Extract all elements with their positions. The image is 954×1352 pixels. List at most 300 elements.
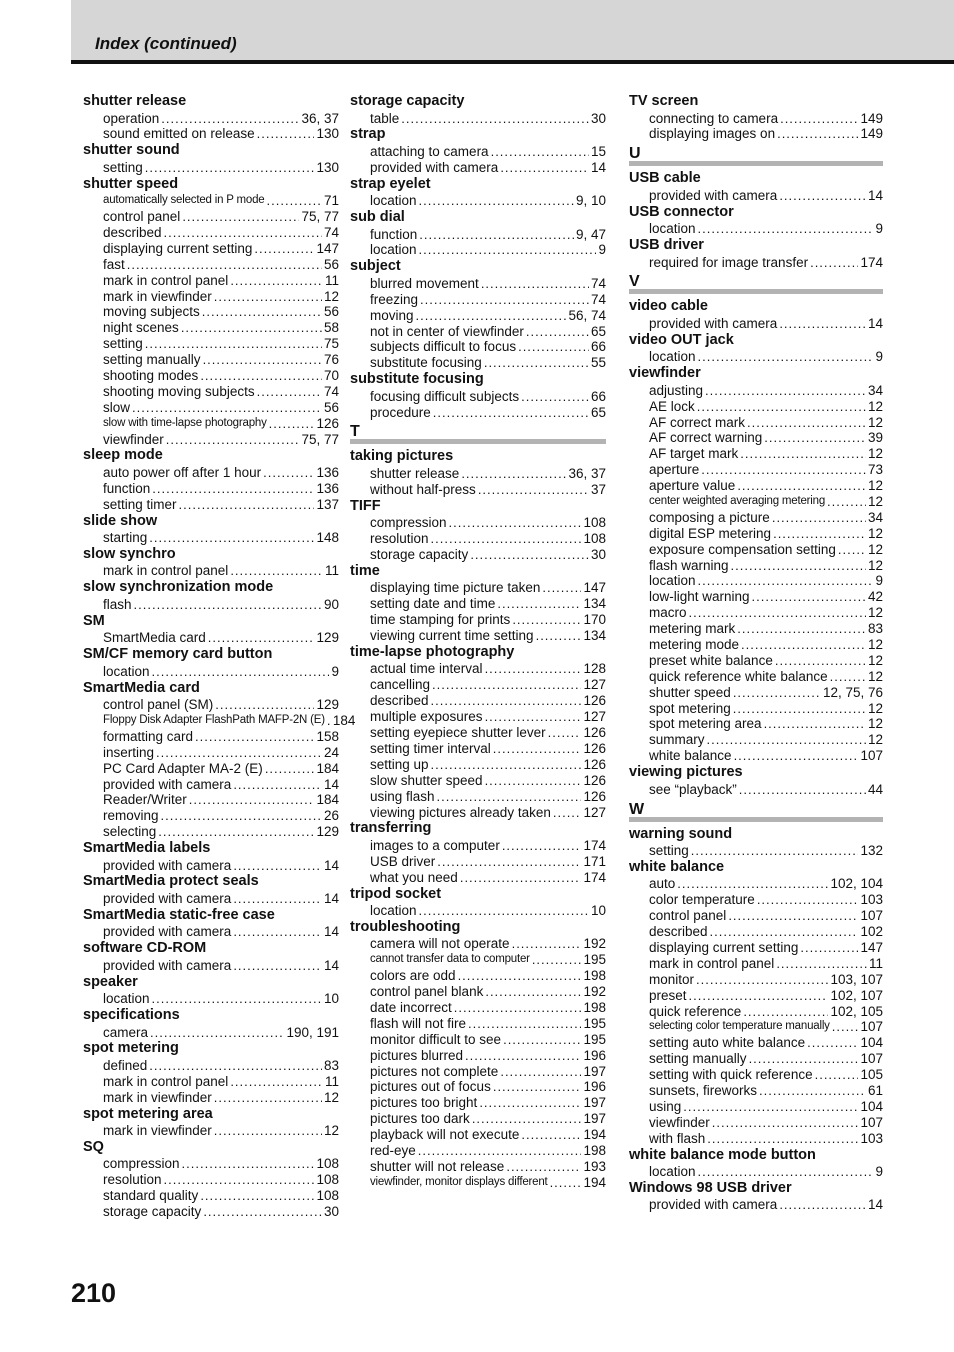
- dot-leader: [433, 405, 589, 421]
- dot-leader: [164, 1172, 315, 1188]
- dot-leader: [257, 126, 315, 142]
- subentry-text: summary: [649, 732, 705, 748]
- index-subentry: [350, 903, 606, 919]
- dot-leader: [493, 1079, 582, 1095]
- index-subentry: [350, 1159, 606, 1175]
- page-reference: 12: [323, 1123, 339, 1139]
- dot-leader: [431, 531, 582, 547]
- subentry-text: sunsets, fireworks: [649, 1082, 758, 1098]
- index-subentry: [83, 193, 339, 209]
- index-subentry: [83, 1025, 339, 1041]
- dot-leader: [512, 612, 581, 628]
- page-reference: 103: [860, 1130, 883, 1146]
- subentry-text: location: [370, 242, 417, 258]
- subentry-text: camera: [103, 1024, 149, 1040]
- page-reference: 108: [583, 531, 606, 547]
- dot-leader: [152, 481, 314, 497]
- page-reference: 107: [860, 1019, 883, 1035]
- subentry-text: displaying current setting: [649, 939, 799, 955]
- dot-leader: [827, 494, 866, 510]
- subentry-text: setting: [103, 159, 143, 175]
- dot-leader: [132, 400, 322, 416]
- index-subentry: [83, 1204, 339, 1220]
- page-reference: 14: [867, 187, 883, 203]
- dot-leader: [460, 870, 582, 886]
- page-reference: 127: [583, 709, 606, 725]
- index-subentry: [350, 292, 606, 308]
- subentry-text: SmartMedia card: [103, 630, 206, 646]
- index-subentry: [629, 316, 883, 332]
- index-subentry: [350, 693, 606, 709]
- subentry-text: location: [649, 221, 696, 237]
- subentry-text: spot metering: [649, 700, 731, 716]
- index-subentry: [350, 1095, 606, 1111]
- subentry-text: not in center of viewfinder: [370, 323, 524, 339]
- index-subentry: [629, 1115, 883, 1131]
- index-subentry: [629, 349, 883, 365]
- index-subentry: [83, 1172, 339, 1188]
- subentry-text: freezing: [370, 291, 419, 307]
- subentry-text: setting manually: [103, 352, 201, 368]
- index-subentry: [629, 542, 883, 558]
- dot-leader: [691, 843, 859, 859]
- index-subentry: [83, 273, 339, 289]
- page-reference: 103: [860, 892, 883, 908]
- subentry-text: described: [370, 693, 429, 709]
- dot-leader: [740, 446, 866, 462]
- page-reference: 65: [590, 404, 606, 420]
- subentry-text: quick reference: [649, 1003, 742, 1019]
- dot-leader: [152, 664, 330, 680]
- page-reference: 126: [583, 772, 606, 788]
- dot-leader: [432, 677, 581, 693]
- dot-leader: [419, 227, 574, 243]
- subentry-text: slow shutter speed: [370, 772, 483, 788]
- page-reference: 12: [323, 1089, 339, 1105]
- subentry-text: automatically selected in P mode: [103, 194, 265, 207]
- index-column-1: [83, 93, 356, 1220]
- dot-leader: [158, 824, 314, 840]
- subentry-text: described: [649, 924, 708, 940]
- subentry-text: storage capacity: [370, 547, 469, 563]
- index-subentry: [629, 1035, 883, 1051]
- page-reference: 12: [867, 398, 883, 414]
- dot-leader: [182, 209, 299, 225]
- page-reference: 102: [860, 924, 883, 940]
- subentry-text: flash will not fire: [370, 1015, 467, 1031]
- subentry-text: what you need: [370, 869, 458, 885]
- subentry-text: digital ESP metering: [649, 525, 772, 541]
- dot-leader: [737, 621, 866, 637]
- index-subentry: [629, 1004, 883, 1020]
- index-subentry: [83, 352, 339, 368]
- index-subentry: [83, 320, 339, 336]
- subentry-text: location: [649, 1164, 696, 1180]
- page-reference: 14: [867, 1197, 883, 1213]
- index-subentry: [350, 870, 606, 886]
- subentry-text: selecting color temperature manually: [649, 1020, 830, 1033]
- page-reference: 15: [590, 143, 606, 159]
- page-reference: 137: [316, 496, 339, 512]
- page-reference: 36, 37: [301, 110, 339, 126]
- index-subentry: [83, 400, 339, 416]
- index-column-2: [350, 93, 606, 1191]
- subentry-text: mark in viewfinder: [103, 1089, 212, 1105]
- subentry-text: macro: [649, 605, 687, 621]
- dot-leader: [772, 510, 866, 526]
- dot-leader: [739, 782, 866, 798]
- subentry-text: control panel blank: [370, 984, 484, 1000]
- index-subentry: [350, 1000, 606, 1016]
- dot-leader: [832, 1019, 859, 1035]
- index-subentry: [83, 368, 339, 384]
- subentry-text: location: [103, 991, 150, 1007]
- index-subentry: [350, 531, 606, 547]
- dot-leader: [743, 1004, 828, 1020]
- page-reference: 127: [583, 804, 606, 820]
- index-term: time: [350, 562, 380, 579]
- subentry-text: location: [649, 573, 696, 589]
- subentry-text: preset: [649, 987, 687, 1003]
- page-reference: 55: [590, 355, 606, 371]
- index-subentry: [350, 482, 606, 498]
- subentry-text: sound emitted on release: [103, 126, 255, 142]
- index-term: video cable: [629, 298, 708, 315]
- page-reference: 56: [323, 256, 339, 272]
- page-reference: 73: [867, 462, 883, 478]
- dot-leader: [479, 1095, 581, 1111]
- page-reference: 44: [867, 781, 883, 797]
- dot-leader: [683, 1099, 858, 1115]
- index-subentry: [629, 494, 883, 510]
- subentry-text: cancelling: [370, 677, 431, 693]
- index-subentry: [350, 515, 606, 531]
- index-subentry: [83, 808, 339, 824]
- subentry-text: aperture value: [649, 478, 736, 494]
- dot-leader: [233, 777, 322, 793]
- dot-leader: [470, 547, 589, 563]
- dot-leader: [156, 745, 322, 761]
- index-subentry: [83, 563, 339, 579]
- index-subentry: [83, 1188, 339, 1204]
- index-subentry: [629, 111, 883, 127]
- dot-leader: [737, 478, 866, 494]
- subentry-text: setting timer interval: [370, 740, 491, 756]
- subentry-text: monitor: [649, 971, 695, 987]
- page-reference: 132: [860, 843, 883, 858]
- index-subentry: [629, 940, 883, 956]
- subentry-text: metering mode: [649, 636, 740, 652]
- index-term: spot metering: [83, 1040, 179, 1057]
- subentry-text: multiple exposures: [370, 709, 483, 725]
- page-reference: 129: [316, 824, 339, 840]
- page-reference: 184: [316, 760, 339, 776]
- index-term: specifications: [83, 1007, 180, 1024]
- subentry-text: pictures too bright: [370, 1095, 478, 1111]
- subentry-text: time stamping for prints: [370, 612, 511, 628]
- index-subentry: [83, 481, 339, 497]
- page-reference: 192: [583, 984, 606, 1000]
- page-reference: 74: [323, 383, 339, 399]
- dot-leader: [553, 805, 582, 821]
- page-reference: 198: [583, 1000, 606, 1016]
- dot-leader: [179, 497, 315, 513]
- dot-leader: [493, 741, 582, 757]
- dot-leader: [233, 924, 322, 940]
- dot-leader: [701, 462, 866, 478]
- index-subentry: [83, 824, 339, 840]
- index-term: Windows 98 USB driver: [629, 1179, 792, 1196]
- subentry-text: control panel (SM): [103, 697, 214, 713]
- dot-leader: [810, 255, 858, 271]
- subentry-text: PC Card Adapter MA-2 (E): [103, 760, 263, 776]
- page-reference: 14: [323, 857, 339, 873]
- dot-leader: [233, 891, 322, 907]
- index-subentry: [350, 227, 606, 243]
- page-reference: 12: [867, 525, 883, 541]
- index-subentry: [629, 558, 883, 574]
- dot-leader: [269, 416, 315, 432]
- subentry-text: composing a picture: [649, 509, 770, 525]
- index-subentry: [350, 339, 606, 355]
- page-reference: 42: [867, 589, 883, 605]
- dot-leader: [484, 355, 589, 371]
- dot-leader: [764, 430, 866, 446]
- index-subentry: [350, 111, 606, 127]
- page-reference: 102, 105: [830, 1003, 883, 1019]
- index-subentry: [350, 612, 606, 628]
- subentry-text: blurred movement: [370, 275, 479, 291]
- subentry-text: slow: [103, 399, 131, 415]
- subentry-text: defined: [103, 1057, 148, 1073]
- index-subentry: [83, 336, 339, 352]
- index-subentry: [83, 241, 339, 257]
- page-reference: 197: [583, 1063, 606, 1079]
- subentry-text: without half-press: [370, 481, 476, 497]
- dot-leader: [830, 669, 866, 685]
- dot-leader: [731, 558, 866, 574]
- page-reference: 61: [867, 1082, 883, 1098]
- index-subentry: [350, 1064, 606, 1080]
- index-term: slow synchro: [83, 545, 176, 562]
- page-reference: 192: [583, 936, 606, 952]
- dot-leader: [145, 336, 322, 352]
- subentry-text: setting up: [370, 756, 429, 772]
- dot-leader: [195, 729, 314, 745]
- page-reference: 74: [323, 224, 339, 240]
- subentry-text: standard quality: [103, 1188, 199, 1204]
- dot-leader: [733, 701, 866, 717]
- index-subentry: [629, 478, 883, 494]
- section-letter: T: [350, 424, 606, 444]
- page-reference: 12: [867, 493, 883, 509]
- index-subentry: [629, 589, 883, 605]
- subentry-text: colors are odd: [370, 968, 456, 984]
- dot-leader: [485, 709, 582, 725]
- subentry-text: setting manually: [649, 1051, 747, 1067]
- page-reference: 193: [583, 1158, 606, 1174]
- index-subentry: [629, 1067, 883, 1083]
- index-subentry: [629, 1083, 883, 1099]
- subentry-text: exposure compensation setting: [649, 541, 836, 557]
- page-reference: 9: [875, 573, 883, 589]
- page-reference: 30: [590, 547, 606, 563]
- index-subentry: [629, 383, 883, 399]
- dot-leader: [506, 1159, 581, 1175]
- subentry-text: auto: [649, 876, 676, 892]
- subentry-text: USB driver: [370, 853, 436, 869]
- index-term: time-lapse photography: [350, 643, 515, 660]
- subentry-text: metering mark: [649, 621, 736, 637]
- index-subentry: [350, 984, 606, 1000]
- dot-leader: [437, 789, 582, 805]
- index-term: USB connector: [629, 203, 734, 220]
- subentry-text: described: [103, 224, 162, 240]
- index-subentry: [629, 748, 883, 764]
- index-subentry: [629, 1019, 883, 1035]
- subentry-text: mark in control panel: [103, 272, 229, 288]
- page-reference: 65: [590, 323, 606, 339]
- index-term: slow synchronization mode: [83, 579, 274, 596]
- dot-leader: [233, 858, 322, 874]
- index-subentry: [350, 144, 606, 160]
- page-reference: 34: [867, 509, 883, 525]
- index-term: tripod socket: [350, 885, 442, 902]
- dot-leader: [773, 526, 866, 542]
- subentry-text: cannot transfer data to computer: [370, 953, 530, 966]
- dot-leader: [461, 466, 566, 482]
- subentry-text: flash: [103, 596, 132, 612]
- index-subentry: [629, 605, 883, 621]
- page-reference: 76: [323, 352, 339, 368]
- index-subentry: [350, 1016, 606, 1032]
- index-subentry: [350, 805, 606, 821]
- dot-leader: [521, 389, 589, 405]
- dot-leader: [677, 876, 828, 892]
- index-subentry: [629, 653, 883, 669]
- index-term: video OUT jack: [629, 331, 734, 348]
- page-reference: 58: [323, 320, 339, 336]
- index-subentry: [629, 892, 883, 908]
- dot-leader: [208, 630, 315, 646]
- dot-leader: [420, 292, 589, 308]
- page-reference: 107: [860, 748, 883, 764]
- subentry-text: control panel: [649, 908, 727, 924]
- page-title: Index (continued): [95, 34, 237, 53]
- page-reference: 103, 107: [830, 971, 883, 987]
- subentry-text: center weighted averaging metering: [649, 494, 826, 507]
- dot-leader: [416, 308, 567, 324]
- dot-leader: [689, 988, 829, 1004]
- index-subentry: [350, 773, 606, 789]
- subentry-text: formatting card: [103, 728, 194, 744]
- page-reference: 10: [323, 991, 339, 1007]
- index-subentry: [350, 789, 606, 805]
- dot-leader: [733, 685, 821, 701]
- page-reference: 9, 10: [575, 193, 606, 209]
- dot-leader: [550, 1175, 582, 1191]
- subentry-text: compression: [370, 515, 447, 531]
- index-subentry: [83, 712, 356, 729]
- subentry-text: AF correct mark: [649, 414, 746, 430]
- index-term: viewing pictures: [629, 764, 743, 781]
- index-subentry: [350, 1048, 606, 1064]
- page-reference: 12: [867, 541, 883, 557]
- index-term: white balance mode button: [629, 1146, 816, 1163]
- index-subentry: [629, 669, 883, 685]
- index-subentry: [83, 111, 339, 127]
- page-reference: 149: [860, 110, 883, 126]
- page-reference: 102, 104: [830, 876, 883, 892]
- dot-leader: [267, 193, 322, 209]
- dot-leader: [419, 242, 597, 258]
- subentry-text: color temperature: [649, 892, 755, 908]
- dot-leader: [780, 111, 858, 127]
- page-reference: 126: [583, 725, 606, 741]
- dot-leader: [697, 399, 866, 415]
- dot-leader: [777, 126, 858, 142]
- page-reference: 11: [324, 272, 339, 288]
- index-subentry: [83, 225, 339, 241]
- page-reference: 26: [323, 808, 339, 824]
- index-subentry: [350, 757, 606, 773]
- dot-leader: [712, 1115, 859, 1131]
- subentry-text: inserting: [103, 744, 155, 760]
- index-subentry: [83, 1156, 339, 1172]
- dot-leader: [502, 838, 582, 854]
- subentry-text: slow with time-lapse photography: [103, 416, 267, 429]
- dot-leader: [485, 773, 582, 789]
- page-reference: 30: [590, 110, 606, 126]
- subentry-text: spot metering area: [649, 716, 762, 732]
- page-reference: 24: [323, 744, 339, 760]
- subentry-text: auto power off after 1 hour: [103, 464, 262, 480]
- subentry-text: red-eye: [370, 1143, 416, 1159]
- dot-leader: [150, 1025, 284, 1041]
- index-subentry: [350, 709, 606, 725]
- dot-leader: [265, 761, 315, 777]
- index-subentry: [83, 792, 339, 808]
- subentry-text: setting timer: [103, 496, 177, 512]
- dot-leader: [202, 304, 322, 320]
- index-subentry: [83, 1123, 339, 1139]
- index-term: SM/CF memory card button: [83, 646, 273, 663]
- subentry-text: with flash: [649, 1130, 706, 1146]
- subentry-text: actual time interval: [370, 661, 483, 677]
- dot-leader: [327, 713, 331, 729]
- subentry-text: setting auto white balance: [649, 1035, 806, 1051]
- dot-leader: [478, 482, 589, 498]
- index-subentry: [629, 1131, 883, 1147]
- index-term: SmartMedia protect seals: [83, 873, 259, 890]
- index-subentry: [629, 1164, 883, 1180]
- subentry-text: using: [649, 1098, 682, 1114]
- subentry-text: displaying time picture taken: [370, 580, 541, 596]
- index-subentry: [350, 193, 606, 209]
- subentry-text: removing: [103, 808, 159, 824]
- subentry-text: date incorrect: [370, 1000, 452, 1016]
- subentry-text: pictures out of focus: [370, 1079, 491, 1095]
- dot-leader: [485, 661, 582, 677]
- index-term: strap eyelet: [350, 175, 431, 192]
- subentry-text: aperture: [649, 462, 700, 478]
- subentry-text: moving: [370, 307, 414, 323]
- page-reference: 126: [583, 788, 606, 804]
- dot-leader: [481, 276, 589, 292]
- subentry-text: selecting: [103, 824, 157, 840]
- subentry-text: provided with camera: [103, 857, 232, 873]
- page-reference: 12, 75, 76: [822, 684, 883, 700]
